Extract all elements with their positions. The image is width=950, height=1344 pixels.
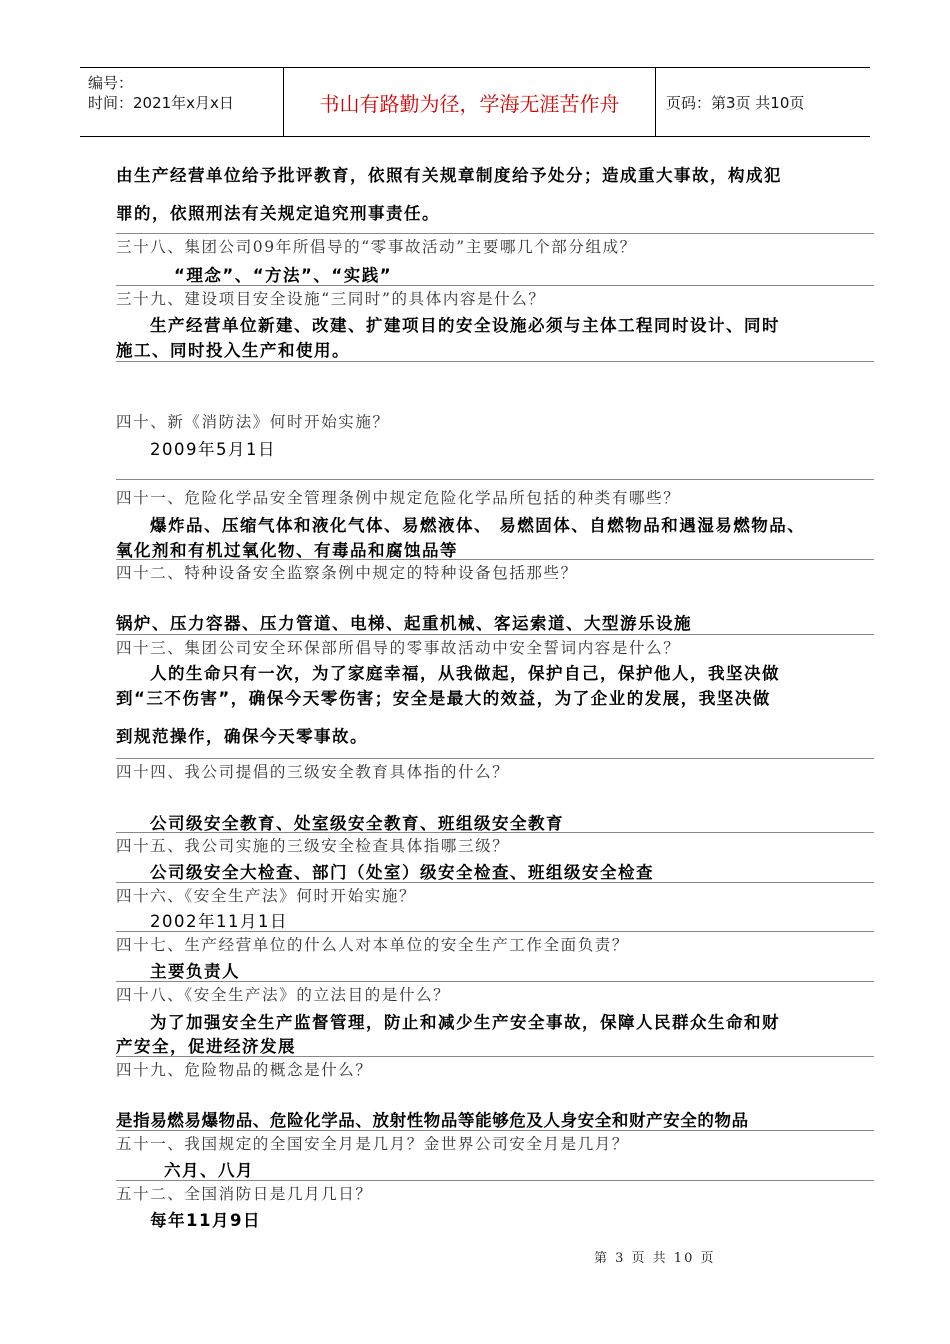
question-41: 四十一、危险化学品安全管理条例中规定危险化学品所包括的种类有哪些？	[116, 489, 681, 507]
question-39: 三十九、建设项目安全设施“三同时”的具体内容是什么？	[116, 290, 546, 308]
doc-time-label: 时间：2021年x月x日	[88, 94, 234, 112]
answer-39-line-1: 生产经营单位新建、改建、扩建项目的安全设施必须与主体工程同时设计、同时	[150, 316, 780, 335]
answer-44: 公司级安全教育、处室级安全教育、班组级安全教育	[150, 814, 564, 833]
divider	[116, 882, 874, 883]
question-49: 四十九、危险物品的概念是什么？	[116, 1061, 373, 1079]
header-page-label: 页码：第3页 共10页	[666, 93, 805, 112]
header-motto: 书山有路勤为径，学海无涯苦作舟	[284, 68, 656, 136]
answer-41-line-2: 氧化剂和有机过氧化物、有毒品和腐蚀品等	[116, 541, 458, 560]
answer-41-line-1: 爆炸品、压缩气体和液化气体、易燃液体、 易燃固体、自燃物品和遇湿易燃物品、	[150, 516, 806, 535]
answer-line: 由生产经营单位给予批评教育，依照有关规章制度给予处分；造成重大事故，构成犯	[116, 166, 782, 185]
question-42: 四十二、特种设备安全监察条例中规定的特种设备包括那些？	[116, 564, 578, 582]
answer-52: 每年11月9日	[150, 1211, 261, 1230]
question-47: 四十七、生产经营单位的什么人对本单位的安全生产工作全面负责？	[116, 936, 630, 954]
answer-43-line-3: 到规范操作，确保今天零事故。	[116, 727, 368, 746]
divider	[116, 361, 874, 362]
question-44: 四十四、我公司提倡的三级安全教育具体指的什么？	[116, 763, 510, 781]
divider	[116, 1180, 874, 1181]
answer-49: 是指易燃易爆物品、危险化学品、放射性物品等能够危及人身安全和财产安全的物品	[116, 1111, 749, 1130]
doc-number-label: 编号：	[88, 74, 134, 92]
divider	[116, 832, 874, 833]
divider	[116, 1130, 874, 1131]
divider	[116, 758, 874, 759]
question-43: 四十三、集团公司安全环保部所倡导的零事故活动中安全誓词内容是什么？	[116, 639, 681, 657]
header-table	[80, 67, 870, 137]
divider	[116, 233, 874, 234]
answer-48-line-2: 产安全，促进经济发展	[116, 1037, 296, 1056]
question-46: 四十六、《安全生产法》何时开始实施？	[116, 887, 417, 905]
answer-line: 罪的，依照刑法有关规定追究刑事责任。	[116, 204, 440, 223]
question-38: 三十八、集团公司09年所倡导的“零事故活动”主要哪几个部分组成？	[116, 238, 637, 256]
divider	[116, 285, 874, 286]
divider	[116, 479, 874, 480]
question-40: 四十、新《消防法》何时开始实施？	[116, 413, 390, 431]
page-footer: 第 3 页 共 10 页	[594, 1251, 716, 1266]
question-52: 五十二、全国消防日是几月几日？	[116, 1185, 373, 1203]
question-45: 四十五、我公司实施的三级安全检查具体指哪三级？	[116, 837, 510, 855]
answer-47: 主要负责人	[150, 962, 240, 981]
answer-38: “理念”、“方法”、“实践”	[174, 266, 393, 285]
answer-51: 六月、八月	[164, 1161, 254, 1180]
question-51: 五十一、我国规定的全国安全月是几月？金世界公司安全月是几月？	[116, 1135, 630, 1153]
answer-46: 2002年11月1日	[150, 912, 288, 931]
answer-43-line-1: 人的生命只有一次，为了家庭幸福，从我做起，保护自己，保护他人，我坚决做	[150, 664, 780, 683]
answer-40: 2009年5月1日	[150, 440, 276, 459]
answer-45: 公司级安全大检查、部门（处室）级安全检查、班组级安全检查	[150, 863, 654, 882]
header-meta-cell	[80, 68, 284, 136]
divider	[116, 634, 874, 635]
answer-39-line-2: 施工、同时投入生产和使用。	[116, 341, 350, 360]
divider	[116, 1056, 874, 1057]
divider	[116, 981, 874, 982]
answer-43-line-2: 到“三不伤害”，确保今天零伤害；安全是最大的效益，为了企业的发展，我坚决做	[116, 689, 771, 708]
answer-42: 锅炉、压力容器、压力管道、电梯、起重机械、客运索道、大型游乐设施	[116, 614, 692, 633]
divider	[116, 559, 874, 560]
question-48: 四十八、《安全生产法》的立法目的是什么？	[116, 986, 451, 1004]
divider	[116, 931, 874, 932]
answer-48-line-1: 为了加强安全生产监督管理，防止和减少生产安全事故，保障人民群众生命和财	[150, 1013, 780, 1032]
